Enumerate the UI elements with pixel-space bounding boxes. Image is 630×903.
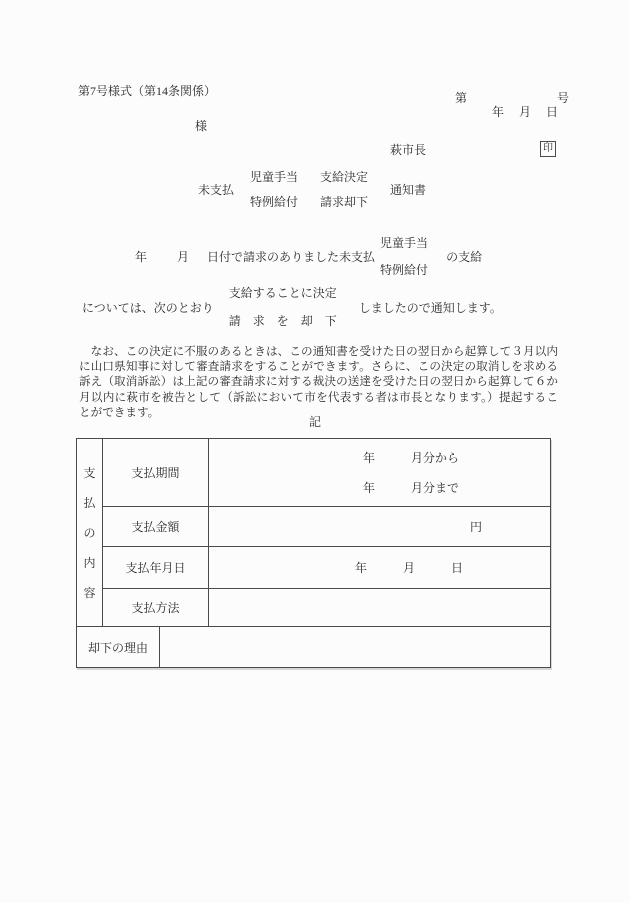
payment-date-day-label: 日	[451, 561, 464, 575]
table-row	[103, 506, 550, 546]
title-benefit-option-1: 児童手当	[250, 170, 299, 184]
title-prefix: 未支払	[198, 183, 235, 197]
title-suffix: 通知書	[390, 183, 427, 197]
request-benefit-option-2: 特例給付	[380, 263, 429, 277]
seal-character: 印	[543, 143, 553, 154]
appeal-rights-paragraph: なお、この決定に不服のあるときは、この通知書を受けた日の翌日から起算して３月以内に山口県知事に対して審査請求をすることができます。さらに、この決定の取消しを求める訴え（取消訴訟）は上記の審査請求に対する裁決の送達を受けた日の翌日から起算して６か月以内に萩市を被告として（訴訟において市を代表する者は市長となります。）提起することができます。	[79, 345, 558, 419]
issuer-title: 萩市長	[390, 143, 427, 157]
issue-date-line	[492, 103, 558, 120]
document-title	[198, 171, 426, 208]
decision-option-grant: 支給することに決定	[228, 286, 337, 300]
rejection-reason-row	[77, 627, 550, 667]
table-group-header-vertical-text: 支払の内容	[83, 465, 96, 600]
addressee-honorific: 様	[195, 119, 208, 133]
date-year-label: 年	[492, 105, 505, 119]
decision-lead: については、次のとおり	[82, 300, 214, 315]
payment-details-top-section	[77, 439, 550, 627]
date-month-label: 月	[518, 105, 531, 119]
payment-date-month-label: 月	[403, 561, 416, 575]
request-year-label: 年	[135, 250, 148, 264]
payment-period-value-cell	[209, 439, 550, 506]
table-rows-container	[103, 439, 550, 626]
period-from-month-label: 月分から	[411, 451, 460, 465]
table-group-header-cell	[77, 439, 103, 626]
period-from-line	[363, 449, 550, 466]
doc-number-suffix: 号	[556, 91, 569, 105]
period-to-line	[363, 479, 550, 496]
title-benefit-option-2: 特例給付	[250, 195, 299, 209]
form-id: 第7号様式（第14条関係）	[78, 84, 217, 98]
title-decision-option-1: 支給決定	[320, 170, 369, 184]
payment-method-label: 支払方法	[103, 589, 209, 626]
decision-option-reject: 請 求 を 却 下	[228, 314, 337, 328]
payment-details-table	[76, 438, 551, 668]
payment-amount-label: 支払金額	[103, 507, 209, 546]
request-text: 日付で請求のありました未支払	[207, 250, 376, 264]
seal-mark	[540, 141, 556, 157]
period-to-year-label: 年	[363, 481, 376, 495]
yen-unit-label: 円	[470, 520, 483, 534]
record-marker: 記	[308, 415, 321, 429]
table-row	[103, 588, 550, 626]
payment-date-year-label: 年	[355, 561, 368, 575]
payment-period-label: 支払期間	[103, 439, 209, 506]
decision-sentence	[82, 287, 502, 327]
rejection-reason-value-cell	[160, 627, 550, 667]
request-tail: の支給	[446, 250, 483, 264]
payment-amount-value-cell	[209, 507, 550, 546]
request-sentence	[135, 237, 482, 276]
title-decision-option-2: 請求却下	[320, 195, 369, 209]
decision-options	[229, 287, 337, 327]
date-day-label: 日	[545, 105, 558, 119]
request-benefit-options	[380, 237, 428, 276]
period-to-month-label: 月分まで	[411, 481, 460, 495]
doc-number-prefix: 第	[455, 91, 468, 105]
request-benefit-option-1: 児童手当	[380, 236, 429, 250]
payment-date-value-cell	[209, 547, 550, 588]
period-from-year-label: 年	[363, 451, 376, 465]
table-row	[103, 546, 550, 588]
table-row	[103, 439, 550, 506]
request-month-label: 月	[177, 250, 190, 264]
payment-date-label: 支払年月日	[103, 547, 209, 588]
rejection-reason-label: 却下の理由	[77, 627, 160, 667]
payment-method-value-cell	[209, 589, 550, 626]
title-benefit-options	[250, 171, 298, 208]
decision-tail: しましたので通知します。	[358, 300, 502, 315]
title-decision-options	[320, 171, 368, 208]
